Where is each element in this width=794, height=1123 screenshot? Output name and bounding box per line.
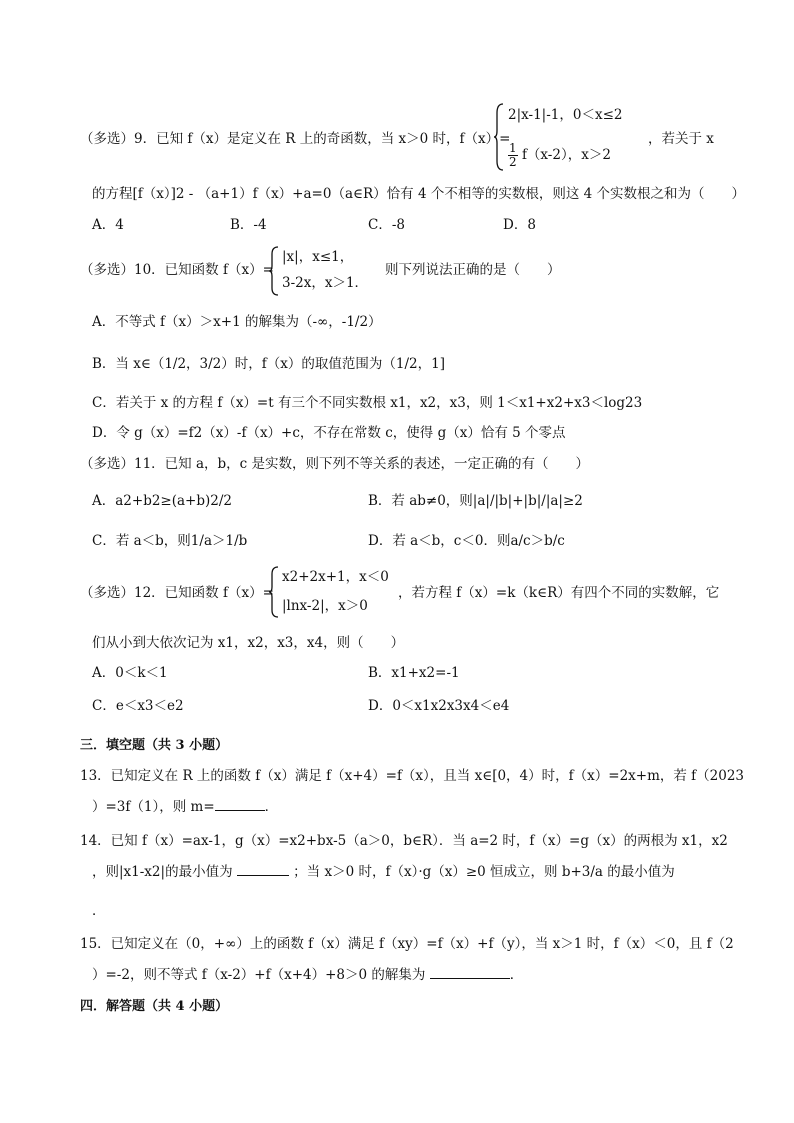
q14-line3: ．	[92, 903, 106, 919]
q15-answer-blank[interactable]	[430, 966, 510, 979]
q12-line2: 们从小到大依次记为 x1，x2，x3，x4，则（ ）	[92, 635, 405, 651]
q10-brace	[268, 246, 280, 296]
q11-option-c: C．若 a＜b，则1/a＞1/b	[92, 533, 248, 549]
q13-line2: ）=3f（1），则 m= ．	[92, 799, 279, 815]
q9-tail: ，若关于 x	[648, 131, 714, 147]
q12-tail: ，若方程 f（x）=k（k∈R）有四个不同的实数解，它	[398, 585, 720, 601]
section-3-heading: 三．填空题（共 3 小题）	[80, 738, 229, 753]
q9-option-c: C．-8	[368, 217, 405, 233]
q9-option-a: A．4	[92, 217, 124, 233]
q9-option-b: B．-4	[230, 217, 267, 233]
q12-brace	[268, 566, 280, 618]
q13-answer-blank[interactable]	[215, 798, 265, 811]
q15-line2: ）=-2，则不等式 f（x-2）+f（x+4）+8＞0 的解集为 ．	[92, 967, 524, 983]
section-4-heading: 四．解答题（共 4 小题）	[80, 999, 229, 1014]
q14-answer-blank-1[interactable]	[237, 863, 289, 876]
q9-stem	[80, 130, 510, 148]
q12-option-b: B．x1+x2=-1	[368, 665, 460, 681]
q10-stem: （多选）10．已知函数 f（x）=	[80, 262, 274, 278]
q10-case2: 3-2x，x＞1．	[282, 275, 369, 291]
q12-option-a: A．0＜k＜1	[92, 665, 168, 681]
q10-option-c: C．若关于 x 的方程 f（x）=t 有三个不同实数根 x1，x2，x3，则 1＜x1+x2+x3＜log23	[92, 395, 643, 411]
q11-option-b: B．若 ab≠0，则|a|/|b|+|b|/|a|≥2	[368, 493, 583, 509]
q15-line1: 15．已知定义在（0，+∞）上的函数 f（x）满足 f（xy）=f（x）+f（y），当 x＞1 时，f（x）＜0，且 f（2	[80, 936, 734, 952]
q9-option-d: D．8	[503, 217, 536, 233]
q12-case1: x2+2x+1，x＜0	[282, 569, 389, 585]
q13-line1: 13．已知定义在 R 上的函数 f（x）满足 f（x+4）=f（x），且当 x∈[0，4）时，f（x）=2x+m，若 f（2023	[80, 768, 745, 784]
q9-brace	[493, 103, 505, 171]
q11-stem: （多选）11．已知 a，b，c 是实数，则下列不等关系的表述，一定正确的有（ ）	[80, 456, 590, 472]
q14-line1: 14．已知 f（x）=ax-1，g（x）=x2+bx-5（a＞0，b∈R）．当 a=2 时，f（x）=g（x）的两根为 x1，x2	[80, 833, 728, 849]
q9-case1: 2|x-1|-1，0＜x≤2	[508, 107, 623, 123]
q10-tail: 则下列说法正确的是（ ）	[385, 262, 561, 278]
q11-option-d: D．若 a＜b，c＜0．则a/c＞b/c	[368, 533, 565, 549]
q12-option-d: D．0＜x1x2x3x4＜e4	[368, 698, 510, 714]
q11-option-a: A．a2+b2≥(a+b)2/2	[92, 493, 233, 509]
q10-case1: |x|，x≤1，	[282, 249, 354, 265]
q12-stem: （多选）12．已知函数 f（x）=	[80, 585, 274, 601]
q10-option-a: A．不等式 f（x）＞x+1 的解集为（-∞，-1/2）	[92, 314, 382, 330]
q9-case2: $\frac{1}{2}$ f（x-2），x＞2	[509, 141, 611, 169]
q10-option-b: B．当 x∈（1/2，3/2）时，f（x）的取值范围为（1/2，1]	[92, 356, 445, 372]
q9-tag: （多选）9．已知 f（x）是定义在 R 上的奇函数，当 x＞0 时，f（x）=	[80, 131, 511, 147]
q12-option-c: C．e＜x3＜e2	[92, 698, 184, 714]
q14-line2: ，则|x1-x2|的最小值为 ；当 x＞0 时，f（x）·g（x）≥0 恒成立，则 b+3/a 的最小值为	[92, 864, 675, 880]
q10-option-d: D．令 g（x）=f2（x）-f（x）+c，不存在常数 c，使得 g（x）恰有 5 个零点	[92, 425, 566, 441]
q12-case2: |lnx-2|，x＞0	[282, 598, 368, 614]
q9-line2: 的方程[f（x）]2 - （a+1）f（x）+a=0（a∈R）恰有 4 个不相等的实数根，则这 4 个实数根之和为（ ）	[92, 186, 745, 202]
q9-half: $\frac{1}{2}$	[509, 141, 517, 169]
